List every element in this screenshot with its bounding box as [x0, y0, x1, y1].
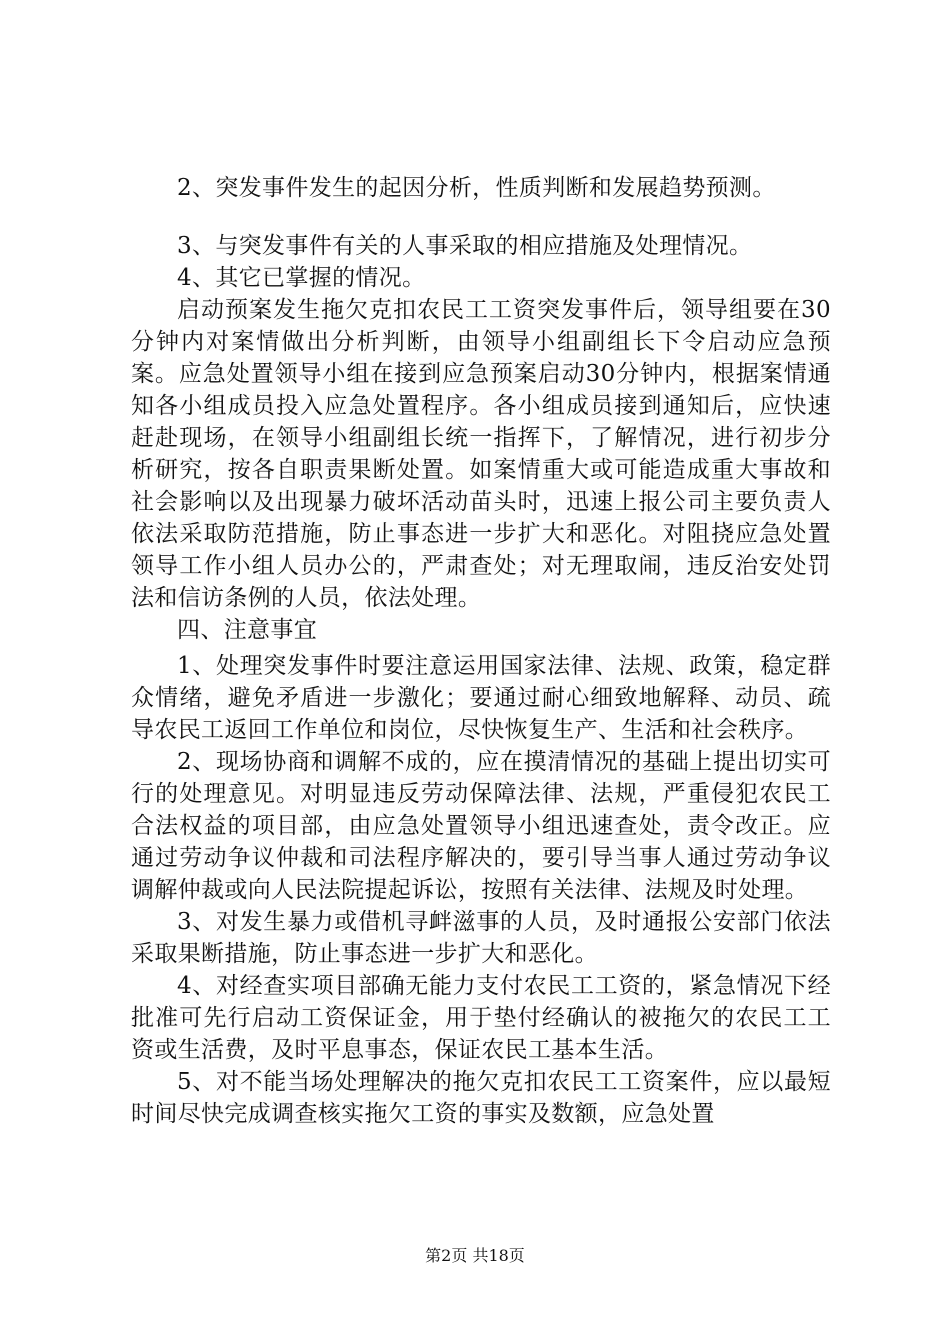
paragraph-note-5: 5、对不能当场处理解决的拖欠克扣农民工工资案件，应以最短时间尽快完成调查核实拖欠工资的事实及数额，应急处置 — [131, 1069, 831, 1127]
page-number-footer: 第2页 共18页 — [425, 1246, 525, 1265]
paragraph-note-1: 1、处理突发事件时要注意运用国家法律、法规、政策，稳定群众情绪，避免矛盾进一步激化；要通过耐心细致地解释、动员、疏导农民工返回工作单位和岗位，尽快恢复生产、生活和社会秩序。 — [131, 653, 831, 743]
paragraph-other-info: 4、其它已掌握的情况。 — [177, 265, 426, 291]
section-heading-notes: 四、注意事宜 — [177, 617, 318, 643]
paragraph-activate-plan: 启动预案发生拖欠克扣农民工工资突发事件后，领导组要在30分钟内对案情做出分析判断，由领导小组副组长下令启动应急预案。应急处置领导小组在接到应急预案启动30分钟内，根据案情通知各小组成员投入应急处置程序。各小组成员接到通知后，应快速赶赴现场，在领导小组副组长统一指挥下，了解情况，进行初步分析研究，按各自职责果断处置。如案情重大或可能造成重大事故和社会影响以及出现暴力破坏活动苗头时，迅速上报公司主要负责人依法采取防范措施，防止事态进一步扩大和恶化。对阻挠应急处置领导工作小组人员办公的，严肃查处；对无理取闹，违反治安处罚法和信访条例的人员，依法处理。 — [131, 297, 831, 611]
paragraph-cause-analysis: 2、突发事件发生的起因分析，性质判断和发展趋势预测。 — [177, 175, 776, 201]
paragraph-note-4: 4、对经查实项目部确无能力支付农民工工资的，紧急情况下经批准可先行启动工资保证金，用于垫付经确认的被拖欠的农民工工资或生活费，及时平息事态，保证农民工基本生活。 — [131, 973, 831, 1063]
document-body — [131, 172, 831, 1130]
paragraph-note-3: 3、对发生暴力或借机寻衅滋事的人员，及时通报公安部门依法采取果断措施，防止事态进一步扩大和恶化。 — [131, 909, 831, 967]
paragraph-note-2: 2、现场协商和调解不成的，应在摸清情况的基础上提出切实可行的处理意见。对明显违反劳动保障法律、法规，严重侵犯农民工合法权益的项目部，由应急处置领导小组迅速查处，责令改正。应通过劳动争议仲裁和司法程序解决的，要引导当事人通过劳动争议调解仲裁或向人民法院提起诉讼，按照有关法律、法规及时处理。 — [131, 749, 831, 903]
paragraph-measures-taken: 3、与突发事件有关的人事采取的相应措施及处理情况。 — [177, 233, 753, 259]
